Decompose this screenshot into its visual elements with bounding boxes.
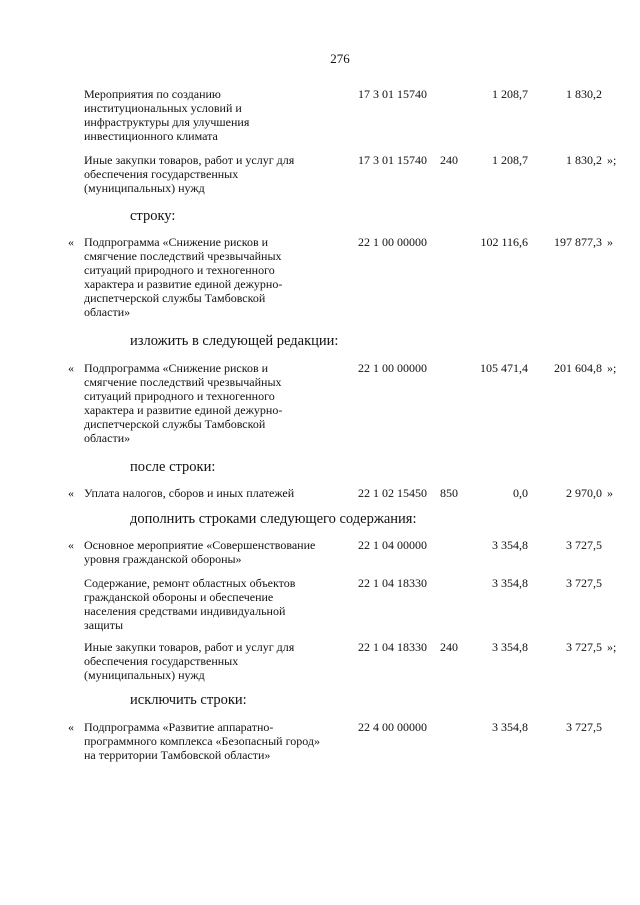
page-number: 276 bbox=[330, 51, 350, 66]
close-quote: »; bbox=[607, 361, 617, 375]
row-name: Подпрограмма «Развитие аппаратно-программного комплекса «Безопасный город» на территории Тамбовской области» bbox=[84, 720, 320, 762]
row-value-1: 1 208,7 bbox=[492, 87, 528, 101]
row-code: 22 1 00 00000 bbox=[358, 235, 427, 249]
row-value-2: 3 727,5 bbox=[566, 538, 602, 552]
row-name: Иные закупки товаров, работ и услуг для обеспечения государственных (муниципальных) нужд bbox=[84, 153, 295, 195]
close-quote: » bbox=[607, 235, 613, 249]
row-code: 22 4 00 00000 bbox=[358, 720, 427, 734]
row-name: Основное мероприятие «Совершенствование уровня гражданской обороны» bbox=[84, 538, 316, 566]
row-name: Иные закупки товаров, работ и услуг для обеспечения государственных (муниципальных) нужд bbox=[84, 640, 295, 682]
instruction-text: изложить в следующей редакции: bbox=[130, 333, 339, 349]
row-code: 17 3 01 15740 bbox=[358, 87, 427, 101]
close-quote: » bbox=[607, 486, 613, 500]
row-value-1: 3 354,8 bbox=[492, 576, 528, 590]
row-value-1: 105 471,4 bbox=[480, 361, 528, 375]
row-expense-type: 240 bbox=[440, 640, 458, 654]
row-value-2: 2 970,0 bbox=[566, 486, 602, 500]
row-value-1: 3 354,8 bbox=[492, 640, 528, 654]
instruction-text: исключить строки: bbox=[130, 692, 247, 708]
row-name: Подпрограмма «Снижение рисков и смягчение последствий чрезвычайных ситуаций природного и техногенного характера и развитие единой дежурно-диспетчерской службы Тамбовской области» bbox=[84, 361, 283, 445]
instruction-text: после строки: bbox=[130, 459, 216, 475]
row-value-1: 3 354,8 bbox=[492, 720, 528, 734]
row-code: 17 3 01 15740 bbox=[358, 153, 427, 167]
row-value-2: 1 830,2 bbox=[566, 153, 602, 167]
row-value-2: 201 604,8 bbox=[554, 361, 602, 375]
open-quote: « bbox=[68, 720, 74, 734]
row-value-1: 0,0 bbox=[513, 486, 528, 500]
open-quote: « bbox=[68, 486, 74, 500]
row-name: Подпрограмма «Снижение рисков и смягчение последствий чрезвычайных ситуаций природного и техногенного характера и развитие единой дежурно-диспетчерской службы Тамбовской области» bbox=[84, 235, 283, 319]
row-value-1: 102 116,6 bbox=[480, 235, 528, 249]
close-quote: »; bbox=[607, 640, 617, 654]
close-quote: »; bbox=[607, 153, 617, 167]
row-value-1: 3 354,8 bbox=[492, 538, 528, 552]
open-quote: « bbox=[68, 361, 74, 375]
row-name: Мероприятия по созданию институциональных условий и инфраструктуры для улучшения инвестиционного климата bbox=[84, 87, 250, 143]
open-quote: « bbox=[68, 538, 74, 552]
row-expense-type: 850 bbox=[440, 486, 458, 500]
row-name: Уплата налогов, сборов и иных платежей bbox=[84, 486, 295, 500]
instruction-text: дополнить строками следующего содержания: bbox=[130, 511, 417, 527]
row-value-2: 3 727,5 bbox=[566, 720, 602, 734]
row-name: Содержание, ремонт областных объектов гражданской обороны и обеспечение населения средствами индивидуальной защиты bbox=[84, 576, 296, 632]
row-value-1: 1 208,7 bbox=[492, 153, 528, 167]
row-code: 22 1 04 00000 bbox=[358, 538, 427, 552]
instruction-text: строку: bbox=[130, 208, 176, 224]
row-value-2: 3 727,5 bbox=[566, 576, 602, 590]
row-code: 22 1 02 15450 bbox=[358, 486, 427, 500]
row-value-2: 197 877,3 bbox=[554, 235, 602, 249]
row-value-2: 1 830,2 bbox=[566, 87, 602, 101]
row-value-2: 3 727,5 bbox=[566, 640, 602, 654]
row-code: 22 1 00 00000 bbox=[358, 361, 427, 375]
row-code: 22 1 04 18330 bbox=[358, 576, 427, 590]
open-quote: « bbox=[68, 235, 74, 249]
row-expense-type: 240 bbox=[440, 153, 458, 167]
row-code: 22 1 04 18330 bbox=[358, 640, 427, 654]
